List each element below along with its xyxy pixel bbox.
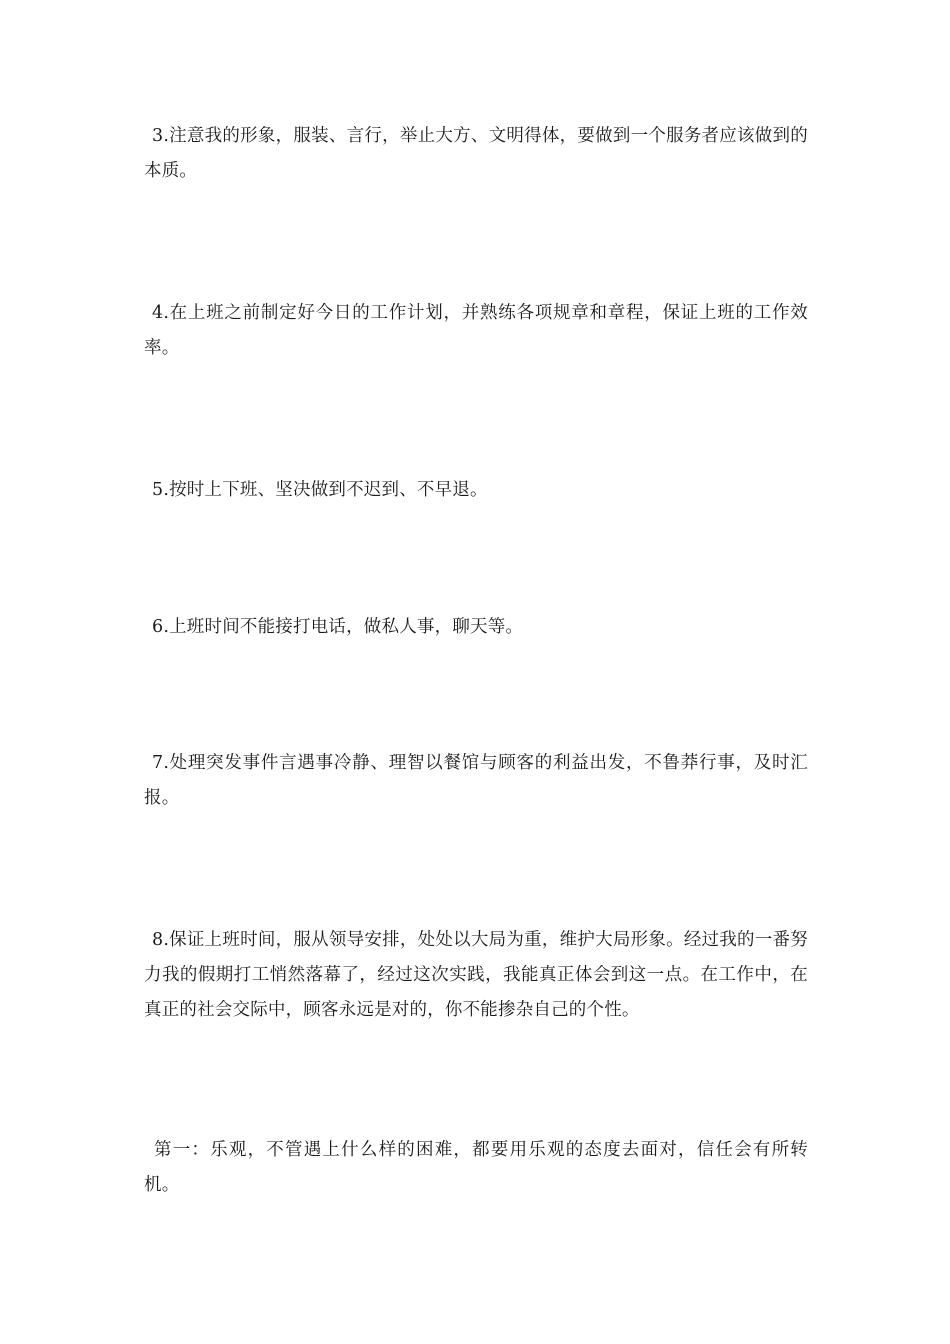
paragraph-item-8: 8.保证上班时间，服从领导安排，处处以大局为重，维护大局形象。经过我的一番努力我的假期打工悄然落幕了，经过这次实践，我能真正体会到这一点。在工作中，在真正的社会交际中，顾客永远是对的，你不能掺杂自己的个性。 <box>144 930 808 1020</box>
paragraph-first-point: 第一：乐观，不管遇上什么样的困难，都要用乐观的态度去面对，信任会有所转机。 <box>144 1140 808 1195</box>
paragraph-item-5: 5.按时上下班、坚决做到不迟到、不早退。 <box>152 480 488 500</box>
paragraph-item-4: 4.在上班之前制定好今日的工作计划，并熟练各项规章和章程，保证上班的工作效率。 <box>144 303 808 358</box>
paragraph-item-3: 3.注意我的形象，服装、言行，举止大方、文明得体，要做到一个服务者应该做到的本质。 <box>144 126 808 181</box>
paragraph-item-6: 6.上班时间不能接打电话，做私人事，聊天等。 <box>152 617 524 637</box>
paragraph-item-7: 7.处理突发事件言遇事冷静、理智以餐馆与顾客的利益出发，不鲁莽行事，及时汇报。 <box>144 753 808 808</box>
